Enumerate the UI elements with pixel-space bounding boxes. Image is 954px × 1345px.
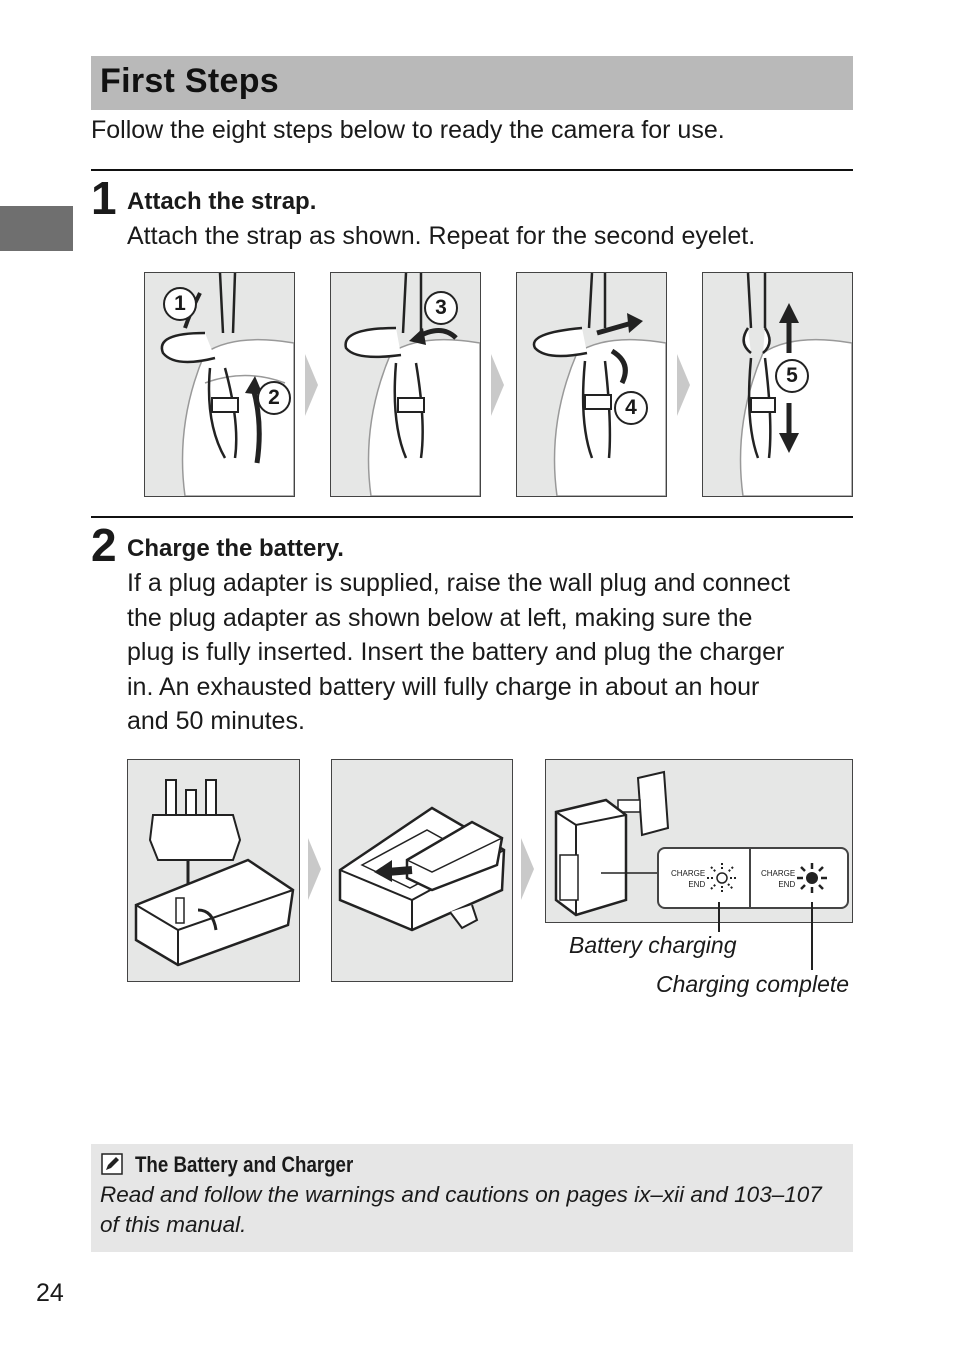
leader-line — [811, 902, 813, 970]
indicator-charging — [659, 849, 751, 907]
arrow-right-icon — [306, 836, 323, 902]
callout-5: 5 — [775, 359, 809, 393]
indicator-complete — [751, 849, 847, 907]
step-title: Attach the strap. — [127, 188, 317, 215]
chapter-tab — [0, 206, 73, 251]
body-line: plug is fully inserted. Insert the battery and plug the charger — [127, 638, 785, 666]
intro-text: Follow the eight steps below to ready the camera for use. — [91, 116, 725, 144]
body-line: and 50 minutes. — [127, 707, 305, 735]
strap-figure-3 — [516, 272, 667, 497]
arrow-right-icon — [675, 352, 692, 418]
caption-charging: Battery charging — [569, 932, 737, 958]
title-bar — [91, 56, 853, 110]
charge-lamp-blinking-icon — [705, 861, 739, 895]
end-label: END — [778, 880, 796, 889]
charge-label: CHARGE — [761, 869, 796, 878]
divider — [91, 169, 853, 171]
indicator-panel — [657, 847, 849, 909]
step-number: 2 — [91, 519, 117, 571]
step-body — [127, 566, 853, 739]
plug-adapter-figure — [127, 759, 300, 982]
leader-line — [718, 902, 720, 932]
callout-3: 3 — [424, 291, 458, 325]
strap-figure-2 — [330, 272, 481, 497]
body-line: in. An exhausted battery will fully charge in about an hour — [127, 672, 760, 701]
step-title: Charge the battery. — [127, 535, 344, 562]
body-line: If a plug adapter is supplied, raise the wall plug and connect — [127, 569, 790, 597]
step-body: Attach the strap as shown. Repeat for the second eyelet. — [127, 222, 756, 250]
charge-label: CHARGE — [671, 869, 706, 878]
end-label: END — [688, 880, 706, 889]
note-body — [100, 1180, 845, 1240]
charge-lamp-on-icon — [795, 861, 829, 895]
charging-figure — [545, 759, 853, 923]
callout-4: 4 — [614, 391, 648, 425]
arrow-right-icon — [519, 836, 536, 902]
arrow-right-icon — [489, 352, 506, 418]
step-number: 1 — [91, 172, 117, 224]
battery-insert-figure — [331, 759, 513, 982]
divider — [91, 516, 853, 518]
note-line: Read and follow the warnings and cautions on pages ix–xii and 103–107 — [100, 1182, 822, 1207]
pencil-note-icon — [101, 1153, 123, 1175]
strap-figure-1 — [144, 272, 295, 497]
page-title: First Steps — [100, 62, 280, 100]
arrow-right-icon — [303, 352, 320, 418]
callout-2: 2 — [257, 381, 291, 415]
caption-complete: Charging complete — [656, 971, 850, 997]
strap-figure-4 — [702, 272, 853, 497]
page-number: 24 — [36, 1279, 64, 1307]
note-line: of this manual. — [100, 1212, 247, 1237]
note-box — [91, 1144, 853, 1252]
body-line: the plug adapter as shown below at left, making sure the — [127, 603, 753, 632]
note-title: The Battery and Charger — [135, 1152, 354, 1177]
callout-1: 1 — [163, 287, 197, 321]
